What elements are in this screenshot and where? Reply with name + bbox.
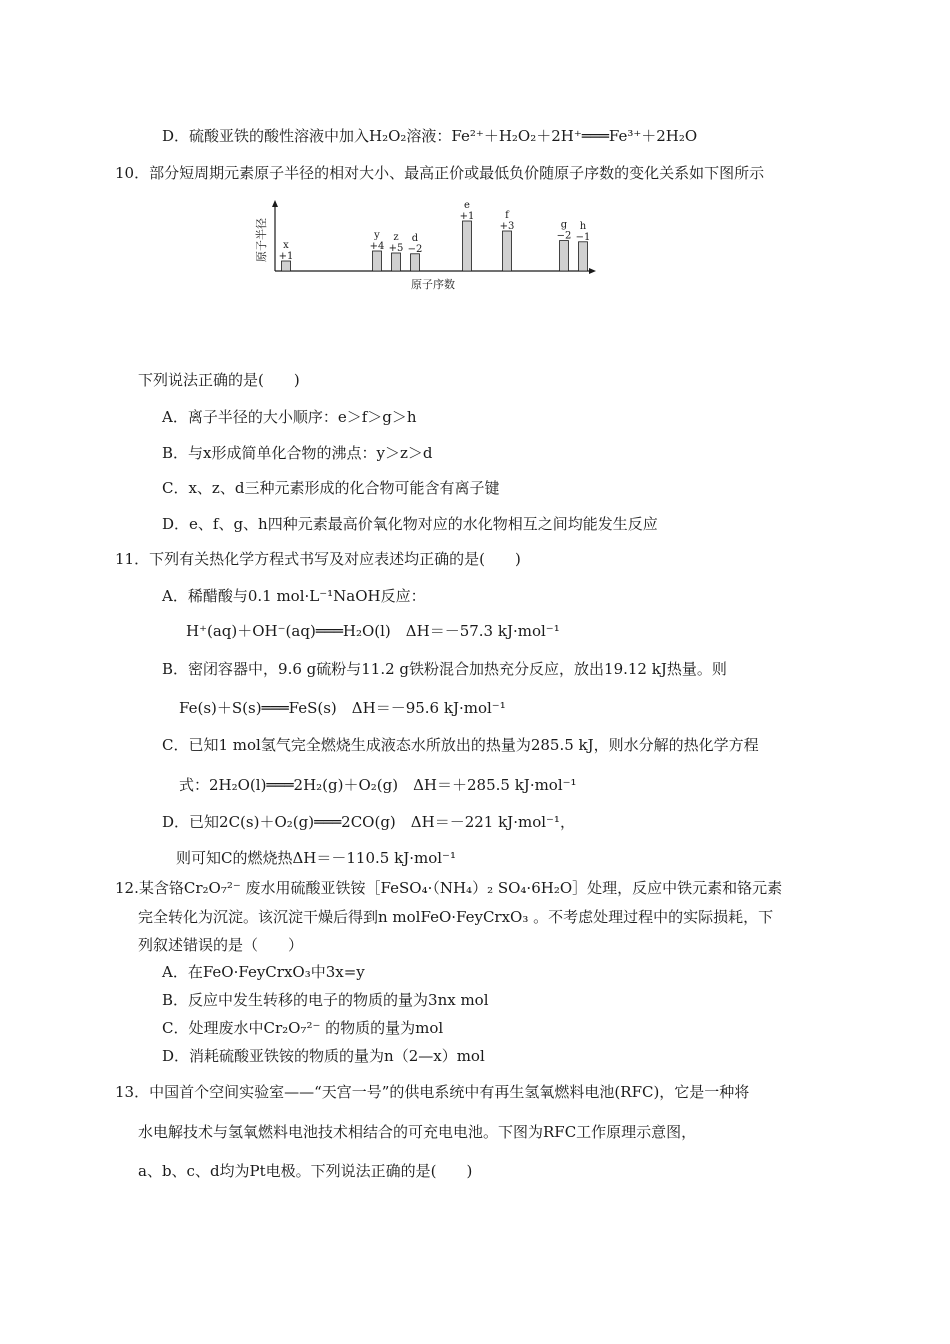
valence-label-y: +4 (369, 241, 385, 252)
q12-option-b: B．反应中发生转移的电子的物质的量为3nx mol (162, 991, 489, 1009)
q11-option-c: C．已知1 mol氢气完全燃烧生成液态水所放出的热量为285.5 kJ，则水分解的热化学方程 (162, 736, 759, 754)
q11-stem: 11．下列有关热化学方程式书写及对应表述均正确的是( ) (115, 550, 521, 568)
q10-option-a: A．离子半径的大小顺序：e＞f＞g＞h (162, 408, 417, 426)
element-label-h: h (579, 220, 587, 232)
x-axis-label: 原子序数 (411, 278, 455, 291)
q11-option-a: A．稀醋酸与0.1 mol·L⁻¹NaOH反应： (162, 587, 426, 605)
q11-option-d: D．已知2C(s)＋O₂(g)═══2CO(g) ΔH＝－221 kJ·mol⁻¹， (162, 813, 575, 831)
atomic-radius-chart (255, 198, 600, 298)
element-label-e: e (464, 200, 470, 211)
q12-option-c: C．处理废水中Cr₂O₇²⁻ 的物质的量为mol (162, 1019, 444, 1037)
y-axis-label: 原子半径 (255, 218, 268, 262)
q12-option-a: A．在FeO·FeyCrxO₃中3x=y (162, 963, 365, 981)
valence-label-d: −2 (407, 243, 423, 255)
x-axis-arrow (589, 268, 596, 274)
valence-label-x: +1 (278, 251, 294, 262)
bar-f (503, 231, 512, 271)
element-label-z: z (393, 232, 399, 243)
q12-stem-line-2: 完全转化为沉淀。该沉淀干燥后得到n molFeO·FeyCrxO₃ 。不考虑处理过程中的实际损耗，下 (138, 908, 774, 926)
q11-option-a-equation: H⁺(aq)＋OH⁻(aq)═══H₂O(l) ΔH＝－57.3 kJ·mol⁻¹ (186, 622, 560, 640)
q11-option-c-equation: 式：2H₂O(l)═══2H₂(g)＋O₂(g) ΔH＝＋285.5 kJ·mol⁻¹ (179, 776, 577, 794)
q13-stem-line-3: a、b、c、d均为Pt电极。下列说法正确的是( ) (138, 1162, 473, 1180)
element-label-f: f (505, 210, 509, 221)
q13-stem-line-2: 水电解技术与氢氧燃料电池技术相结合的可充电电池。下图为RFC工作原理示意图， (138, 1123, 697, 1141)
y-axis-arrow (272, 200, 278, 207)
q13-stem-line-1: 13．中国首个空间实验室——“天宫一号”的供电系统中有再生氢氧燃料电池(RFC)，它是一种将 (115, 1083, 750, 1101)
bar-h (579, 242, 588, 271)
bar-g (560, 241, 569, 271)
element-label-g: g (560, 219, 568, 231)
valence-label-f: +3 (499, 221, 515, 232)
q12-stem-line-3: 列叙述错误的是（ ） (138, 936, 304, 954)
valence-label-h: −1 (575, 231, 591, 243)
q11-option-d-note: 则可知C的燃烧热ΔH＝－110.5 kJ·mol⁻¹ (176, 849, 456, 867)
element-label-d: d (411, 232, 419, 244)
q12-option-d: D．消耗硫酸亚铁铵的物质的量为n（2—x）mol (162, 1047, 485, 1065)
bar-z (392, 253, 401, 271)
bar-d (411, 254, 420, 271)
q11-option-b: B．密闭容器中，9.6 g硫粉与11.2 g铁粉混合加热充分反应，放出19.12 kJ热量。则 (162, 660, 727, 678)
q12-stem-line-1: 12.某含铬Cr₂O₇²⁻ 废水用硫酸亚铁铵［FeSO₄·（NH₄）₂ SO₄·6H₂O］处理，反应中铁元素和铬元素 (115, 879, 783, 897)
element-label-y: y (374, 230, 380, 241)
q10-stem: 10．部分短周期元素原子半径的相对大小、最高正价或最低负价随原子序数的变化关系如下图所示 (115, 164, 765, 182)
valence-label-z: +5 (388, 243, 404, 254)
element-label-x: x (283, 240, 289, 251)
q11-option-b-equation: Fe(s)＋S(s)═══FeS(s) ΔH＝－95.6 kJ·mol⁻¹ (179, 699, 506, 717)
valence-label-e: +1 (459, 211, 475, 222)
q10-option-c: C．x、z、d三种元素形成的化合物可能含有离子键 (162, 479, 500, 497)
valence-label-g: −2 (556, 230, 572, 242)
bar-x (282, 261, 291, 271)
q10-prompt: 下列说法正确的是( ) (138, 371, 300, 389)
q9-option-d: D．硫酸亚铁的酸性溶液中加入H₂O₂溶液：Fe²⁺＋H₂O₂＋2H⁺═══Fe³⁺＋2H₂O (162, 127, 698, 145)
bar-e (463, 221, 472, 271)
bar-y (373, 251, 382, 271)
q10-option-b: B．与x形成简单化合物的沸点：y＞z＞d (162, 444, 433, 462)
q10-option-d: D．e、f、g、h四种元素最高价氧化物对应的水化物相互之间均能发生反应 (162, 515, 658, 533)
